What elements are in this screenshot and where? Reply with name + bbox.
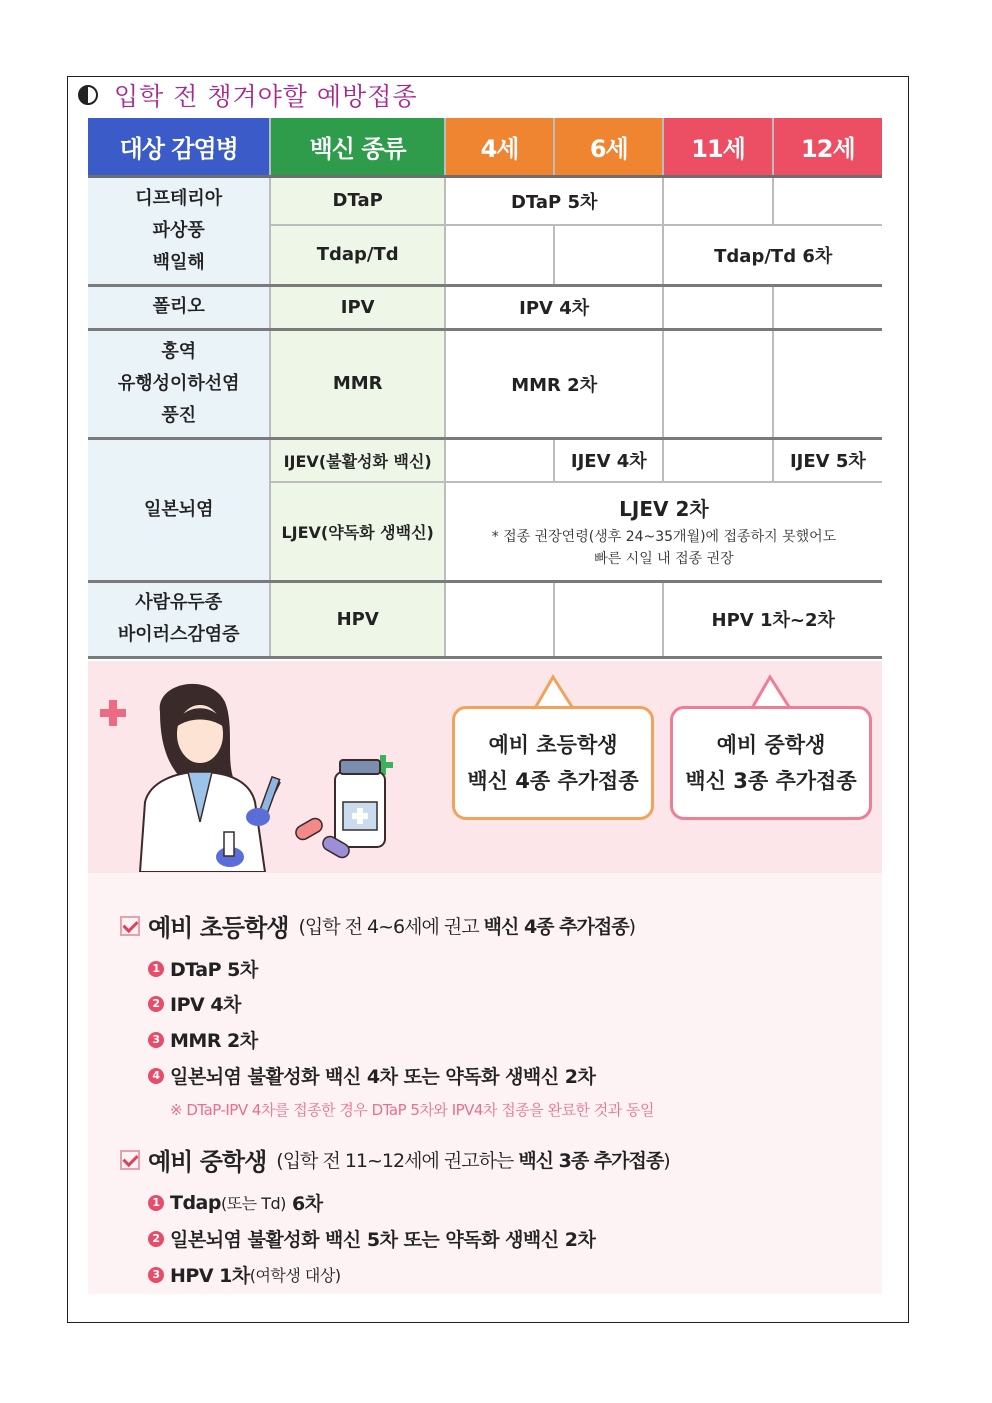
bubble-line: 백신 3종 추가접종 — [685, 769, 857, 793]
list-item — [148, 1026, 258, 1053]
bubble-middle — [670, 706, 872, 820]
subtitle-text: (입학 전 11~12세에 권고하는 — [276, 1150, 519, 1172]
bubble-line: 예비 중학생 — [716, 733, 826, 757]
item-text: Tdap — [170, 1191, 221, 1214]
empty-cell — [445, 438, 554, 482]
header-disease: 대상 감염병 — [88, 118, 270, 176]
dose-cell: HPV 1차~2차 — [663, 581, 882, 657]
section-heading: 예비 초등학생 — [148, 914, 289, 942]
dose-cell: MMR 2차 — [445, 329, 664, 438]
half-circle-icon — [78, 85, 98, 105]
empty-cell — [663, 176, 772, 225]
disease-cell-hpv — [88, 581, 270, 657]
vaccine-name-dtap: DTaP — [270, 176, 444, 225]
checkbox-icon — [120, 916, 140, 936]
dose-cell: Tdap/Td 6차 — [663, 225, 882, 285]
disease-cell-je: 일본뇌염 — [88, 438, 270, 581]
disease-cell-mmr — [88, 329, 270, 438]
table-row — [88, 329, 882, 438]
dose-cell: IJEV 5차 — [773, 438, 882, 482]
page-title-text: 입학 전 챙겨야할 예방접종 — [114, 82, 418, 111]
disease-name: 유행성이하선염 — [117, 372, 240, 394]
empty-cell — [445, 581, 554, 657]
checkbox-icon — [120, 1150, 140, 1170]
doctor-illustration-icon — [100, 672, 400, 872]
disease-name: 사람유두종 — [135, 592, 223, 613]
section-heading: 예비 중학생 — [148, 1148, 267, 1176]
empty-cell — [773, 329, 882, 438]
item-text: HPV 1차 — [170, 1265, 250, 1287]
item-text: 일본뇌염 불활성화 백신 4차 또는 약독화 생백신 2차 — [170, 1066, 596, 1088]
list-item — [148, 955, 258, 982]
number-badge: 2 — [148, 996, 164, 1012]
list-item — [148, 1062, 595, 1089]
section-subtitle — [298, 912, 635, 939]
empty-cell — [554, 225, 663, 285]
header-vaccine: 백신 종류 — [270, 118, 444, 176]
table-row — [88, 581, 882, 657]
bubble-line: 예비 초등학생 — [488, 733, 618, 757]
item-text: MMR 2차 — [170, 1030, 258, 1052]
disease-name: 백일해 — [152, 251, 205, 273]
dose-note: 빠른 시일 내 접종 권장 — [594, 550, 734, 567]
header-age-11: 11세 — [663, 118, 772, 176]
item-text: 6차 — [285, 1193, 323, 1215]
vaccination-table — [88, 118, 882, 659]
disease-cell-dtp — [88, 176, 270, 285]
list-item — [148, 1261, 341, 1288]
empty-cell — [773, 285, 882, 329]
header-age-12: 12세 — [773, 118, 882, 176]
disease-name: 파상풍 — [152, 219, 205, 241]
disease-name: 풍진 — [161, 404, 197, 426]
section-subtitle — [276, 1146, 669, 1173]
subtitle-bold: 백신 3종 추가접종 — [518, 1150, 664, 1172]
subtitle-text: ) — [663, 1150, 670, 1172]
vaccine-name-mmr: MMR — [270, 329, 444, 438]
subtitle-bold: 백신 4종 추가접종 — [483, 916, 629, 938]
elementary-section-title — [120, 908, 635, 943]
number-badge: 1 — [148, 961, 164, 977]
dose-cell: DTaP 5차 — [445, 176, 664, 225]
table-row — [88, 176, 882, 225]
list-item — [148, 1225, 595, 1252]
vaccine-name-hpv: HPV — [270, 581, 444, 657]
number-badge: 3 — [148, 1032, 164, 1048]
list-item — [148, 990, 241, 1017]
empty-cell — [663, 285, 772, 329]
item-text: DTaP 5차 — [170, 959, 258, 981]
disease-name: 홍역 — [161, 340, 197, 362]
dose-cell: IJEV 4차 — [554, 438, 663, 482]
disease-cell-polio: 폴리오 — [88, 285, 270, 329]
dose-note: * 접종 권장연령(생후 24~35개월)에 접종하지 못했어도 — [491, 528, 837, 545]
item-text-small: (여학생 대상) — [249, 1266, 341, 1285]
middle-section-title — [120, 1142, 670, 1177]
empty-cell — [773, 176, 882, 225]
empty-cell — [445, 225, 554, 285]
vaccine-name-ipv: IPV — [270, 285, 444, 329]
number-badge: 3 — [148, 1267, 164, 1283]
table-row — [88, 438, 882, 482]
empty-cell — [554, 581, 663, 657]
bubble-line: 백신 4종 추가접종 — [467, 769, 639, 793]
page-title — [78, 78, 418, 112]
table-row — [88, 285, 882, 329]
header-age-6: 6세 — [554, 118, 663, 176]
empty-cell — [663, 438, 772, 482]
number-badge: 4 — [148, 1068, 164, 1084]
list-item — [148, 1189, 323, 1216]
item-text: 일본뇌염 불활성화 백신 5차 또는 약독화 생백신 2차 — [170, 1229, 596, 1251]
dose-cell: IPV 4차 — [445, 285, 664, 329]
vaccine-name-ljev: LJEV(약독화 생백신) — [270, 482, 444, 581]
dose-label: LJEV 2차 — [619, 496, 709, 521]
elementary-remark: ※ DTaP-IPV 4차를 접종한 경우 DTaP 5차와 IPV4차 접종을 완료한 것과 동일 — [170, 1101, 654, 1119]
vaccine-name-ijev: IJEV(불활성화 백신) — [270, 438, 444, 482]
number-badge: 1 — [148, 1195, 164, 1211]
header-age-4: 4세 — [445, 118, 554, 176]
subtitle-text: (입학 전 4~6세에 권고 — [298, 916, 484, 938]
ljev-dose-cell — [445, 482, 882, 581]
bubble-elementary — [452, 706, 654, 820]
disease-name: 디프테리아 — [135, 187, 223, 209]
item-text-small: (또는 Td) — [220, 1194, 286, 1213]
table-header-row — [88, 118, 882, 176]
vaccine-name-tdap: Tdap/Td — [270, 225, 444, 285]
number-badge: 2 — [148, 1231, 164, 1247]
disease-name: 바이러스감염증 — [117, 624, 240, 645]
empty-cell — [663, 329, 772, 438]
item-text: IPV 4차 — [170, 994, 241, 1016]
subtitle-text: ) — [628, 916, 635, 938]
